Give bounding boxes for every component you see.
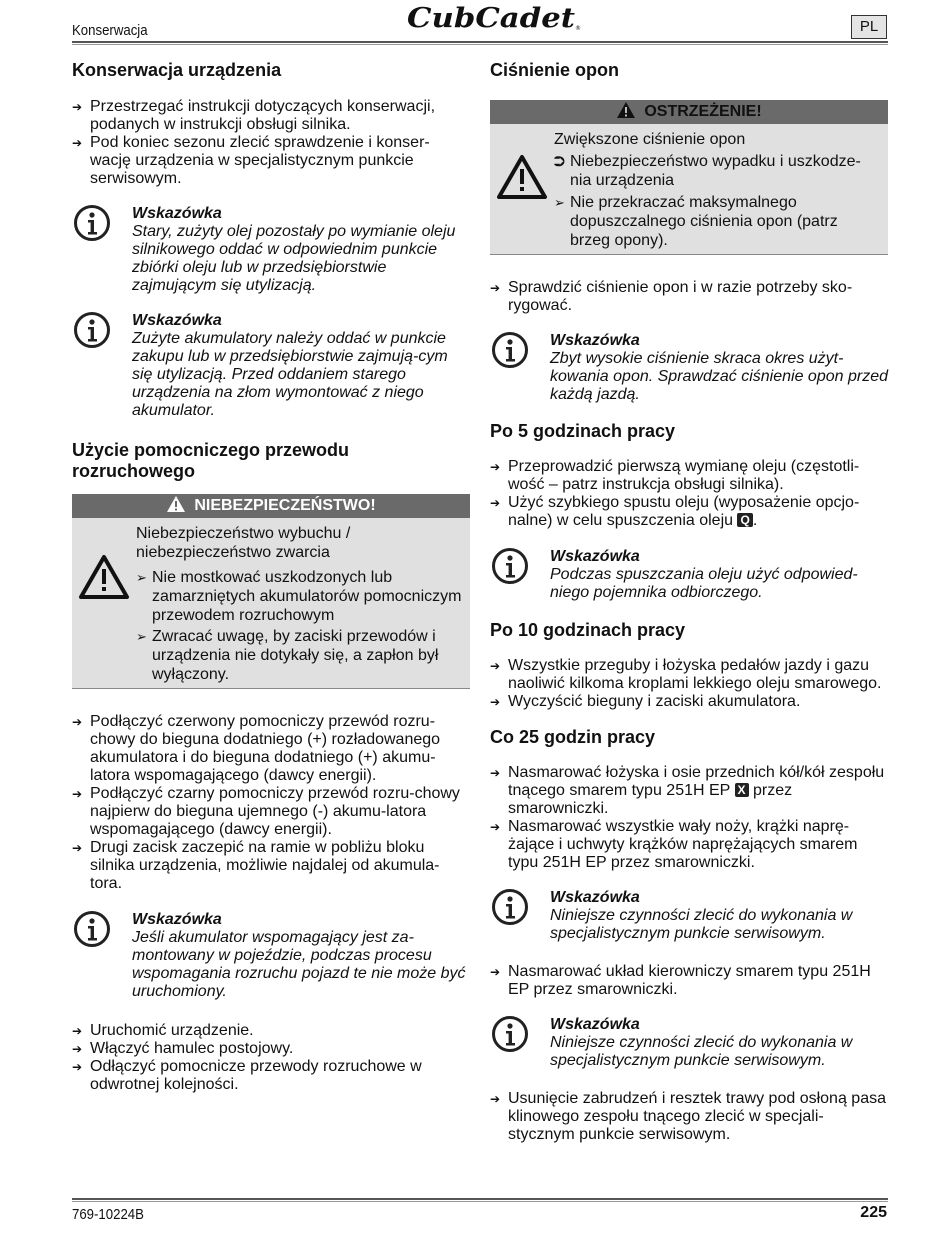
- footer-rule-thin: [72, 1201, 888, 1202]
- list-item: ➔ Użyć szybkiego spustu oleju (wyposażenie opcjo-nalne) w celu spuszczenia oleju Q .: [490, 494, 888, 530]
- header-rule: [72, 41, 888, 43]
- note-title: Wskazówka: [550, 548, 640, 565]
- bullet-list: [490, 1090, 888, 1144]
- symbol-q: Q: [737, 513, 752, 527]
- svg-text:®: ®: [575, 25, 581, 32]
- note-box: [72, 911, 470, 1001]
- info-icon: [74, 911, 110, 947]
- list-item: [490, 764, 888, 818]
- language-badge: PL: [851, 15, 887, 39]
- note-title: Wskazówka: [132, 911, 222, 928]
- note-text: Niniejsze czynności zlecić do wykonania w specjalistycznym punkcie serwisowym.: [550, 907, 853, 942]
- note-title: Wskazówka: [132, 312, 222, 329]
- note-title: Wskazówka: [550, 332, 640, 349]
- list-item: ➔ Nasmarować wszystkie wały noży, krążki naprę-żające i uchwyty krążków naprężających smarem typu 251H EP przez smarowniczki.: [490, 818, 888, 872]
- danger-body: [72, 518, 470, 688]
- right-column: [490, 60, 888, 1144]
- note-box: [490, 889, 888, 943]
- note-text: Zużyte akumulatory należy oddać w punkcie zakupu lub w przedsiębiorstwie zajmują-cym się utylizacją. Przed oddaniem starego urządzenia na złom wymontować z niego akumulator.: [132, 330, 448, 419]
- info-icon: [492, 548, 528, 584]
- svg-text:CubCadet: CubCadet: [407, 3, 576, 34]
- list-item: ➔ Włączyć hamulec postojowy.: [72, 1040, 470, 1058]
- section-title-tire-pressure: Ciśnienie opon: [490, 60, 620, 80]
- note-box: [490, 332, 888, 404]
- list-item: ➔ Drugi zacisk zaczepić na ramie w pobliżu bloku silnika urządzenia, możliwie najdalej od akumula-tora.: [72, 839, 470, 893]
- warning-triangle-icon: [166, 495, 186, 513]
- header-section-title: Konserwacja: [72, 22, 148, 39]
- warning-lead: Zwiększone ciśnienie opon: [554, 131, 746, 148]
- section-title-every-25h: Co 25 godzin pracy: [490, 727, 656, 747]
- header-rule-thin: [72, 44, 888, 45]
- list-item: ➔ Sprawdzić ciśnienie opon i w razie potrzeby sko-rygować.: [490, 279, 888, 315]
- bullet-list: [490, 279, 888, 315]
- warning-header: [490, 100, 888, 124]
- footer-rule: [72, 1198, 888, 1200]
- info-icon: [74, 312, 110, 348]
- note-box: [490, 548, 888, 602]
- note-text: Stary, zużyty olej pozostały po wymianie oleju silnikowego oddać w odpowiednim punkcie zbiórki oleju lub w przedsiębiorstwie zajmującym się utylizacją.: [132, 223, 456, 294]
- section-title-maintenance: Konserwacja urządzenia: [72, 60, 282, 80]
- info-icon: [74, 205, 110, 241]
- list-item: ➔ Wszystkie przeguby i łożyska pedałów jazdy i gazu naoliwić kilkoma kroplami lekkiego oleju smarowego.: [490, 657, 888, 693]
- note-title: Wskazówka: [550, 1016, 640, 1033]
- warning-risk: ⮊ Niebezpieczeństwo wypadku i uszkodze-nia urządzenia: [554, 152, 882, 190]
- list-item: ➔ Nasmarować układ kierowniczy smarem typu 251H EP przez smarowniczki.: [490, 963, 888, 999]
- warning-box: [490, 100, 888, 255]
- note-text: Podczas spuszczania oleju użyć odpowied-niego pojemnika odbiorczego.: [550, 566, 858, 601]
- bullet-list: [72, 713, 470, 893]
- danger-lead: Niebezpieczeństwo wybuchu / niebezpieczeństwo zwarcia: [136, 525, 351, 561]
- note-text: Niniejsze czynności zlecić do wykonania w specjalistycznym punkcie serwisowym.: [550, 1034, 853, 1069]
- list-item: ➔ Przeprowadzić pierwszą wymianę oleju (częstotli-wość – patrz instrukcja obsługi silnika).: [490, 458, 888, 494]
- list-item-text: Nasmarować łożyska i osie przednich kół/kół zespołu tnącego smarem typu 251H EP: [508, 764, 885, 799]
- note-title: Wskazówka: [132, 205, 222, 222]
- section-title-jump-start: Użycie pomocniczego przewodu rozruchowego: [72, 440, 350, 481]
- warning-triangle-icon: [496, 154, 548, 200]
- warning-item: ➢ Nie przekraczać maksymalnego dopuszczalnego ciśnienia opon (patrz brzeg opony).: [554, 193, 882, 250]
- list-item: ➔ Podłączyć czerwony pomocniczy przewód rozru-chowy do bieguna dodatniego (+) rozładowanego akumulatora i do bieguna dodatniego (+) akumu-latora wspomagającego (dawcy energii).: [72, 713, 470, 785]
- danger-box: [72, 494, 470, 689]
- left-column: [72, 60, 470, 1094]
- danger-item: ➢ Zwracać uwagę, by zaciski przewodów i urządzenia nie dotykały się, a zapłon był wyłączony.: [136, 627, 464, 684]
- danger-header: [72, 494, 470, 518]
- warning-triangle-icon: [616, 101, 636, 119]
- cub-cadet-logo: [403, 0, 583, 34]
- info-icon: [492, 332, 528, 368]
- note-box: [72, 312, 470, 420]
- warning-body: [490, 124, 888, 254]
- note-text: Zbyt wysokie ciśnienie skraca okres użyt-kowania opon. Sprawdzać ciśnienie opon przed każdą jazdą.: [550, 350, 888, 403]
- symbol-x: X: [735, 783, 749, 797]
- info-icon: [492, 889, 528, 925]
- warning-header-label: OSTRZEŻENIE!: [644, 103, 762, 120]
- bullet-list: [490, 657, 888, 711]
- list-item: ➔ Pod koniec sezonu zlecić sprawdzenie i konser-wację urządzenia w specjalistycznym punkcie serwisowym.: [72, 134, 470, 188]
- list-item: ➔ Usunięcie zabrudzeń i resztek trawy pod osłoną pasa klinowego zespołu tnącego zlecić w specjali-stycznym punkcie serwisowym.: [490, 1090, 888, 1144]
- section-title-after-10h: Po 10 godzinach pracy: [490, 620, 686, 640]
- page-number: 225: [860, 1204, 887, 1221]
- list-item: ➔ Wyczyścić bieguny i zaciski akumulatora.: [490, 693, 888, 711]
- list-item-text: Użyć szybkiego spustu oleju (wyposażenie opcjo-nalne) w celu spuszczenia oleju: [508, 494, 860, 529]
- list-item: ➔ Uruchomić urządzenie.: [72, 1022, 470, 1040]
- document-code: 769-10224B: [72, 1206, 144, 1223]
- info-icon: [492, 1016, 528, 1052]
- list-item: ➔ Odłączyć pomocnicze przewody rozruchowe w odwrotnej kolejności.: [72, 1058, 470, 1094]
- list-item: ➔ Przestrzegać instrukcji dotyczących konserwacji, podanych w instrukcji obsługi silnika.: [72, 98, 470, 134]
- danger-header-label: NIEBEZPIECZEŃSTWO!: [194, 497, 376, 514]
- note-box: [490, 1016, 888, 1070]
- bullet-list: [490, 764, 888, 872]
- warning-triangle-icon: [78, 554, 130, 600]
- note-box: [72, 205, 470, 295]
- bullet-list: [490, 963, 888, 999]
- section-title-after-5h: Po 5 godzinach pracy: [490, 421, 676, 441]
- list-item: ➔ Podłączyć czarny pomocniczy przewód rozru-chowy najpierw do bieguna ujemnego (-) akumu-latora wspomagającego (dawcy energii).: [72, 785, 470, 839]
- bullet-list: [72, 98, 470, 188]
- bullet-list: [72, 1022, 470, 1094]
- bullet-list: [490, 458, 888, 530]
- note-text: Jeśli akumulator wspomagający jest za-montowany w pojeździe, podczas procesu wspomagania rozruchu pojazd te nie może być uruchomiony.: [132, 929, 466, 1000]
- danger-item: ➢ Nie mostkować uszkodzonych lub zamarzniętych akumulatorów pomocniczym przewodem rozruchowym: [136, 568, 464, 625]
- list-item-text: przez smarowniczki.: [508, 782, 793, 817]
- note-title: Wskazówka: [550, 889, 640, 906]
